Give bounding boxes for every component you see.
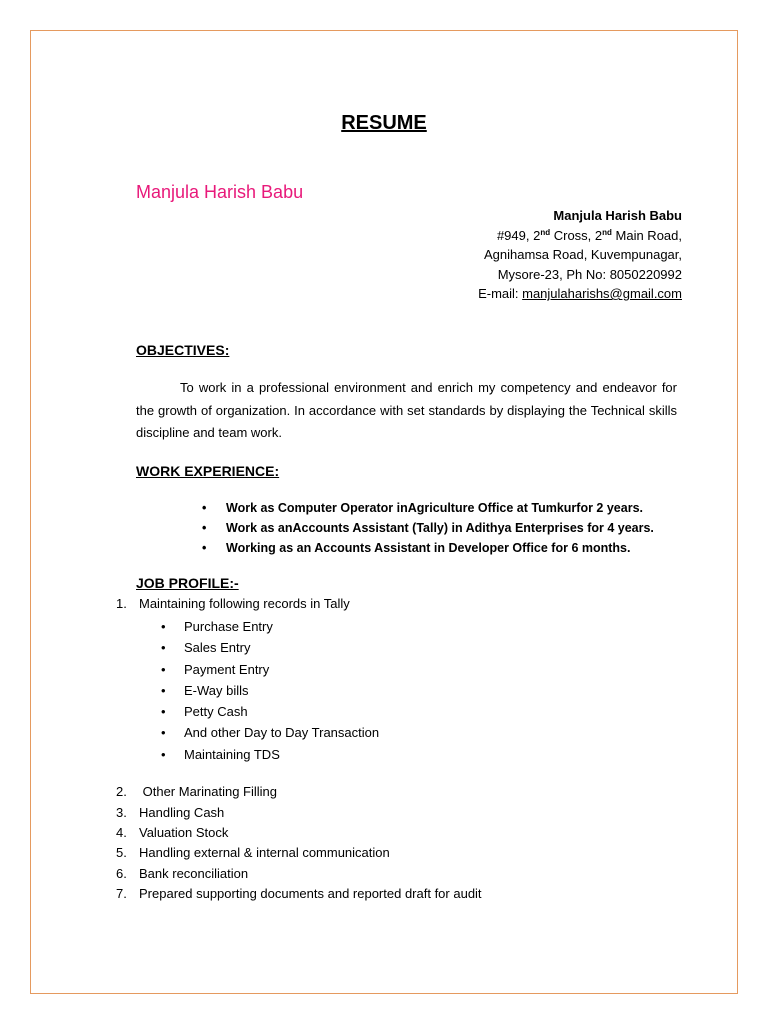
list-item: • Working as an Accounts Assistant in Developer Office for 6 months.	[200, 538, 654, 558]
tally-records-list	[159, 616, 379, 765]
list-item: 4. Valuation Stock	[116, 825, 229, 840]
list-item: • E-Way bills	[159, 680, 379, 701]
address-block	[478, 206, 682, 304]
list-item: • Payment Entry	[159, 659, 379, 680]
list-item: 6. Bank reconciliation	[116, 866, 249, 881]
candidate-name: Manjula Harish Babu	[136, 182, 304, 202]
objectives-text: To work in a professional environment and enrich my competency and endeavor for the growth of organization. In accordance with set standards by displaying the Technical skills discipline and team work.	[136, 380, 677, 440]
list-item: 7. Prepared supporting documents and reported draft for audit	[116, 886, 482, 901]
resume-title: RESUME	[341, 112, 427, 134]
list-item: • Sales Entry	[159, 637, 379, 658]
list-item: 2. Other Marinating Filling	[116, 784, 277, 799]
list-item: 3. Handling Cash	[116, 805, 225, 820]
list-item: 5. Handling external & internal communication	[116, 845, 390, 860]
address-line-2: Agnihamsa Road, Kuvempunagar,	[483, 247, 682, 262]
email-line	[478, 284, 682, 304]
objectives-heading: OBJECTIVES:	[136, 342, 230, 358]
list-item: • Petty Cash	[159, 701, 379, 722]
list-item: • And other Day to Day Transaction	[159, 722, 379, 743]
address-name: Manjula Harish Babu	[553, 208, 682, 223]
email-link[interactable]: manjulaharishs@gmail.com	[522, 286, 682, 301]
list-item: • Work as Computer Operator inAgriculture Office at Tumkurfor 2 years.	[200, 498, 654, 518]
list-item: • Maintaining TDS	[159, 744, 379, 765]
address-line-3: Mysore-23, Ph No: 8050220992	[497, 266, 682, 282]
address-line-1: #949, 2nd Cross, 2nd Main Road,	[496, 227, 682, 243]
list-item: 1. Maintaining following records in Tally	[116, 596, 350, 611]
list-item: • Purchase Entry	[159, 616, 379, 637]
job-profile-heading: JOB PROFILE:-	[136, 575, 239, 591]
work-experience-list	[200, 498, 654, 558]
list-item: • Work as anAccounts Assistant (Tally) in Adithya Enterprises for 4 years.	[200, 518, 654, 538]
email-label: E-mail:	[478, 286, 523, 301]
work-experience-heading: WORK EXPERIENCE:	[136, 463, 280, 479]
